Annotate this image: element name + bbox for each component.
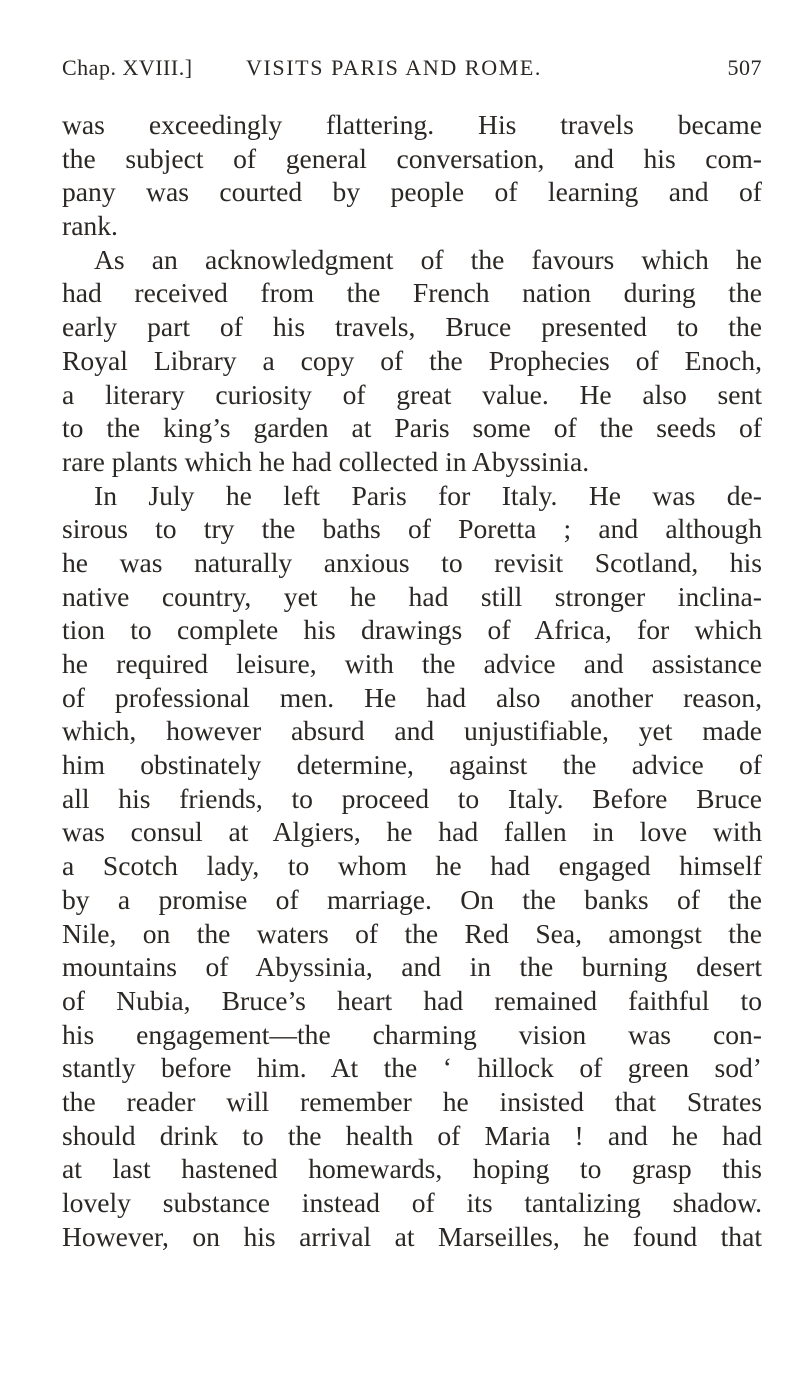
text-line: stantly before him. At the ‘ hillock of green sod’ <box>62 1052 762 1084</box>
text-line: Nile, on the waters of the Red Sea, amongst the <box>62 917 762 949</box>
text-line: of Nubia, Bruce’s heart had remained faithful to <box>62 984 762 1016</box>
text-line: rare plants which he had collected in Abyssinia. <box>62 445 590 477</box>
text-line: native country, yet he had still stronger inclina- <box>62 580 762 612</box>
running-title: VISITS PARIS AND ROME. <box>246 55 542 80</box>
text-line: had received from the French nation during the <box>62 277 762 309</box>
text-line: all his friends, to proceed to Italy. Before Bruce <box>62 782 762 814</box>
text-line: the subject of general conversation, and his com- <box>62 142 762 174</box>
text-line: tion to complete his drawings of Africa, for which <box>62 614 762 646</box>
text-line: at last hastened homewards, hoping to grasp this <box>62 1153 762 1185</box>
text-line: to the king’s garden at Paris some of the seeds of <box>62 412 762 444</box>
text-line: was exceedingly flattering. His travels became <box>62 109 762 140</box>
text-line: the reader will remember he insisted that Strates <box>62 1085 762 1117</box>
text-line: he required leisure, with the advice and assistance <box>62 648 762 679</box>
text-line: should drink to the health of Maria ! and he had <box>62 1119 762 1151</box>
text-line: pany was courted by people of learning and of <box>62 176 762 208</box>
text-line: him obstinately determine, against the advice of <box>62 749 762 781</box>
page-number: 507 <box>727 55 762 80</box>
text-line: which, however absurd and unjustifiable, yet made <box>62 715 762 747</box>
text-line: mountains of Abyssinia, and in the burning desert <box>62 951 762 983</box>
text-line: lovely substance instead of its tantalizing shadow. <box>62 1187 762 1218</box>
text-line: In July he left Paris for Italy. He was de- <box>94 479 762 511</box>
text-line: Royal Library a copy of the Prophecies of Enoch, <box>62 344 762 376</box>
text-line: of professional men. He had also another reason, <box>62 681 762 713</box>
chapter-label: Chap. XVIII.] <box>62 55 193 80</box>
text-line: As an acknowledgment of the favours which he <box>94 243 762 275</box>
body-text <box>62 108 762 1253</box>
text-line: his engagement—the charming vision was con- <box>62 1018 762 1050</box>
text-line: rank. <box>62 210 118 242</box>
text-line: However, on his arrival at Marseilles, he found that <box>62 1220 762 1252</box>
text-line: he was naturally anxious to revisit Scotland, his <box>62 546 762 578</box>
running-head <box>62 55 762 91</box>
text-line: by a promise of marriage. On the banks of the <box>62 883 762 915</box>
text-line: was consul at Algiers, he had fallen in love with <box>62 816 762 848</box>
text-line: sirous to try the baths of Poretta ; and although <box>62 513 762 545</box>
text-line: a Scotch lady, to whom he had engaged himself <box>62 850 762 882</box>
text-line: a literary curiosity of great value. He also sent <box>62 378 762 410</box>
text-line: early part of his travels, Bruce presented to the <box>62 311 762 343</box>
